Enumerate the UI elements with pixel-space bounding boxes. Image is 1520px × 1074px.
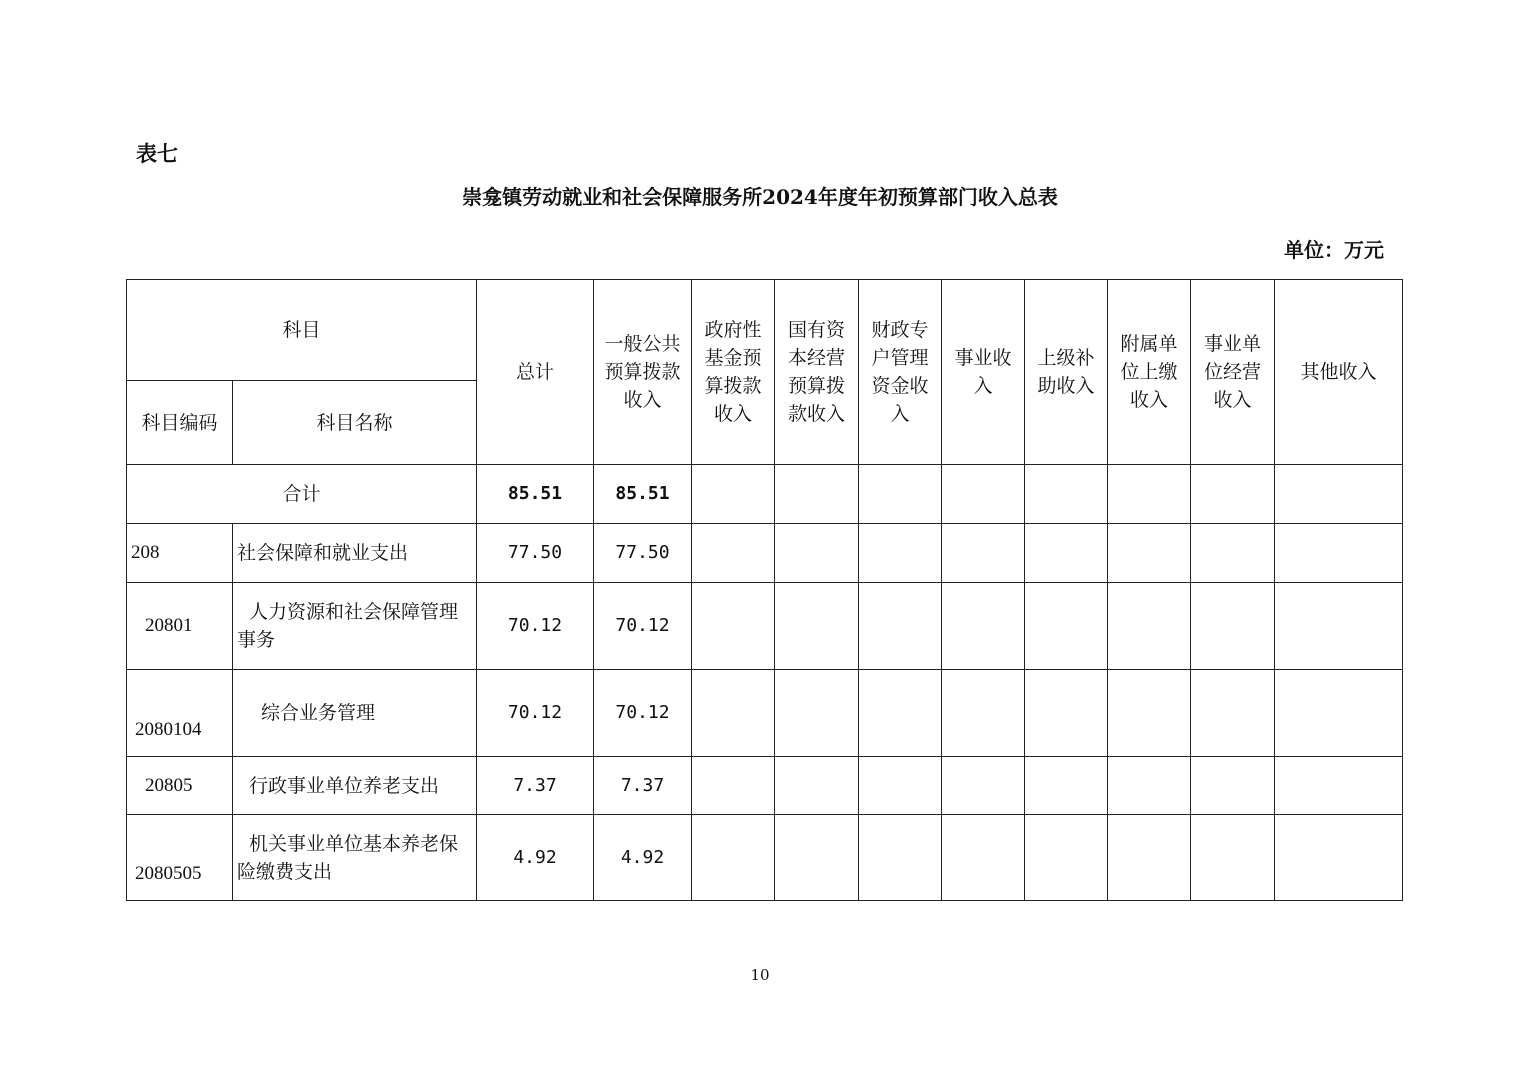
subject-name: 社会保障和就业支出 [233, 524, 477, 583]
row-total: 77.50 [477, 524, 594, 583]
row-general-public: 77.50 [594, 524, 692, 583]
subject-name: 综合业务管理 [233, 670, 477, 757]
row-general-public: 70.12 [594, 583, 692, 670]
row-total: 70.12 [477, 670, 594, 757]
row-total: 4.92 [477, 815, 594, 901]
table-row [127, 815, 1403, 901]
total-row [127, 465, 1403, 524]
unit-label: 单位：万元 [1284, 238, 1384, 262]
row-total: 70.12 [477, 583, 594, 670]
header-general-public: 一般公共预算拨款收入 [594, 280, 692, 465]
total-general-public: 85.51 [594, 465, 692, 524]
header-business-operation: 事业单位经营收入 [1191, 280, 1275, 465]
subject-name: 机关事业单位基本养老保险缴费支出 [233, 815, 477, 901]
header-superior-subsidy: 上级补助收入 [1025, 280, 1108, 465]
table-row [127, 524, 1403, 583]
row-total: 7.37 [477, 757, 594, 815]
table-row [127, 583, 1403, 670]
header-row-1 [127, 280, 1403, 381]
header-fiscal-special: 财政专户管理资金收入 [859, 280, 942, 465]
page-number: 10 [750, 966, 770, 984]
header-other-income: 其他收入 [1275, 280, 1403, 465]
header-state-capital: 国有资本经营预算拨款收入 [775, 280, 859, 465]
header-affiliated: 附属单位上缴收入 [1108, 280, 1191, 465]
subject-code: 2080104 [127, 670, 233, 757]
subject-code: 2080505 [127, 815, 233, 901]
subject-name: 行政事业单位养老支出 [233, 757, 477, 815]
total-sum: 85.51 [477, 465, 594, 524]
row-general-public: 4.92 [594, 815, 692, 901]
header-subject: 科目 [127, 280, 477, 381]
header-subject-code: 科目编码 [127, 381, 233, 465]
row-general-public: 7.37 [594, 757, 692, 815]
subject-code: 20805 [127, 757, 233, 815]
header-gov-fund: 政府性基金预算拨款收入 [692, 280, 775, 465]
total-label: 合计 [127, 465, 477, 524]
header-business-income: 事业收入 [942, 280, 1025, 465]
table-row [127, 757, 1403, 815]
subject-code: 208 [127, 524, 233, 583]
header-subject-name: 科目名称 [233, 381, 477, 465]
row-general-public: 70.12 [594, 670, 692, 757]
header-total: 总计 [477, 280, 594, 465]
table-label: 表七 [136, 141, 178, 166]
subject-code: 20801 [127, 583, 233, 670]
table-row [127, 670, 1403, 757]
budget-income-table [126, 279, 1403, 901]
document-title: 崇龛镇劳动就业和社会保障服务所2024年度年初预算部门收入总表 [462, 185, 1058, 209]
subject-name: 人力资源和社会保障管理事务 [233, 583, 477, 670]
